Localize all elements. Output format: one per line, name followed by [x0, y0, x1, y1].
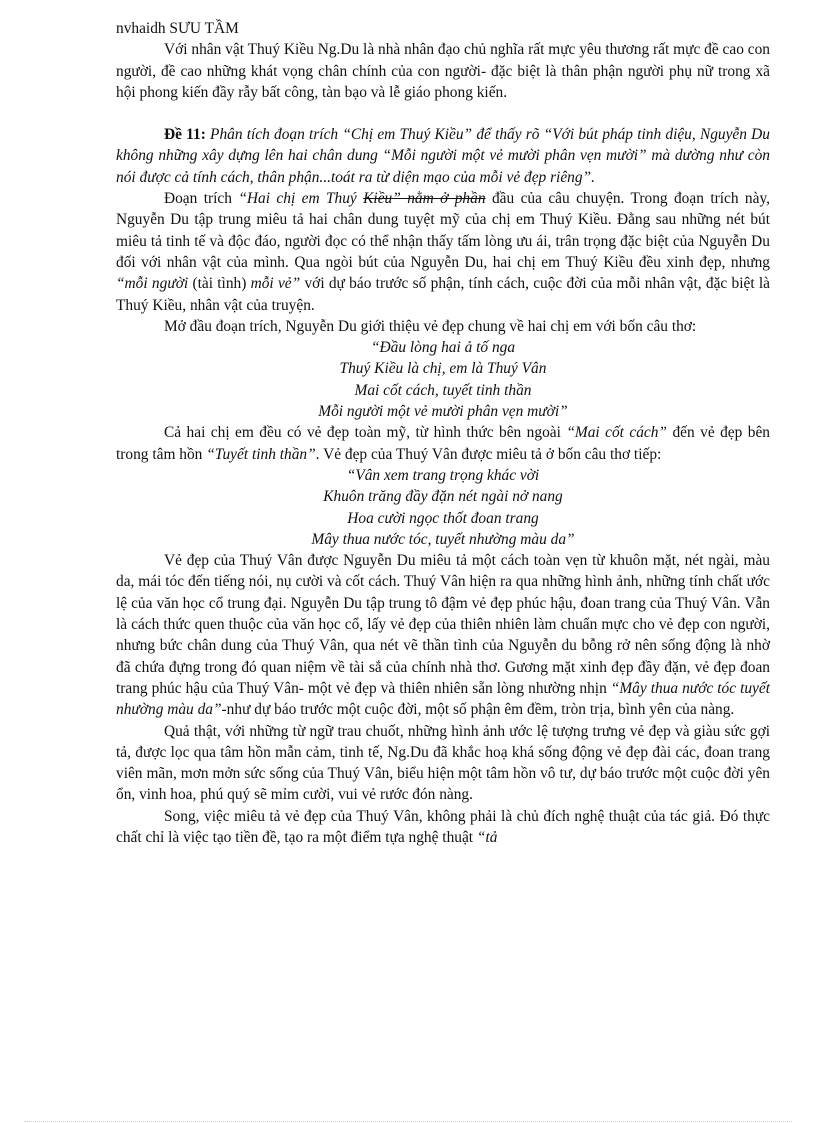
document-header: nvhaidh SƯU TẦM	[116, 20, 239, 37]
poem-2	[116, 465, 770, 550]
poem-line: “Vân xem trang trọng khác vời	[346, 466, 540, 484]
paragraph-3: Mở đầu đoạn trích, Nguyễn Du giới thiệu vẻ đẹp chung về hai chị em với bốn câu thơ:	[164, 317, 697, 335]
poem-line: “Đầu lòng hai ả tố nga	[370, 339, 516, 357]
poem-1	[116, 337, 770, 422]
quote-run: “Hai chị em Thuý	[238, 190, 364, 208]
quote-run: “mỗi người	[116, 275, 189, 293]
text-run: Song, việc miêu tả vẻ đẹp của Thuý Vân, không phải là chủ đích nghệ thuật của tác giả. Đó thực chất chỉ là việc tạo tiền đề, tạo ra một điểm tựa nghệ thuật	[116, 807, 770, 846]
quote-run: “Mây thua nước tóc tuyết nhường màu da”	[116, 679, 770, 719]
text-run: Vẻ đẹp của Thuý Vân được Nguyễn Du miêu tả một cách toàn vẹn từ khuôn mặt, nét ngài, màu da, mái tóc đến tiếng nói, nụ cười và cốt cách. Thuý Vân hiện ra qua những hình ảnh, những tính chất ước lệ của văn học cổ trung đại. Nguyễn Du tập trung tô đậm vẻ đẹp phúc hậu, đoan trang của Thuý Vân. Vẫn là cách thức quen thuộc của văn học cổ, lấy vẻ đẹp của thiên nhiên làm chuẩn mực cho vẻ đẹp con người, nhưng bức chân dung của Thuý Vân, qua nét vẽ thần tình của Nguyễn du bỗng rở nên sống động là nhờ đã chứa đựng trong đó quan niệm về tài sắ của chính nhà thơ. Gương mặt xinh đẹp đầy đặn, vẻ đẹp đoan trang phúc hậu của Thuý Vân- một vẻ đẹp và thiên nhiên sẵn lòng nhường nhịn	[116, 552, 770, 697]
paragraph-intro: Với nhân vật Thuý Kiều Ng.Du là nhà nhân đạo chủ nghĩa rất mực yêu thương rất mực đề cao con người, đề cao những khát vọng chân chính của con người- đặc biệt là thân phận người phụ nữ trong xã hội phong kiến đầy rẫy bất công, tàn bạo và lễ giáo phong kiến.	[116, 41, 770, 101]
exercise-label: Đề 11:	[164, 126, 206, 144]
quote-run: mỗi vẻ”	[250, 275, 301, 293]
text-run: (tài tình)	[188, 275, 251, 293]
text-run: Cả hai chị em đều có vẻ đẹp toàn mỹ, từ hình thức bên ngoài	[164, 424, 567, 442]
text-run: Đoạn trích	[164, 190, 239, 208]
document-page	[116, 18, 770, 848]
exercise-11	[116, 124, 770, 188]
poem-line: Mỗi người một vẻ mười phân vẹn mười”	[318, 403, 568, 421]
poem-line: Thuý Kiều là chị, em là Thuý Vân	[339, 360, 547, 378]
poem-line: Hoa cười ngọc thốt đoan trang	[347, 509, 539, 527]
text-run: đến vẻ đẹp bên trong tâm hồn	[116, 424, 770, 463]
quote-run: “Tuyết tinh thần”	[206, 445, 316, 463]
spacer	[116, 103, 770, 124]
page-bottom-divider	[24, 1121, 792, 1122]
poem-line: Mây thua nước tóc, tuyết nhường màu da”	[311, 530, 575, 548]
paragraph-2	[116, 188, 770, 316]
text-run: . Vẻ đẹp của Thuý Vân được miêu tả ở bốn câu thơ tiếp:	[315, 445, 662, 463]
text-run: -như dự báo trước một cuộc đời, một số phận êm đềm, tròn trịa, bình yên của nàng.	[221, 701, 735, 719]
poem-line: Khuôn trăng đầy đặn nét ngài nở nang	[323, 488, 563, 506]
poem-line: Mai cốt cách, tuyết tinh thần	[354, 381, 532, 399]
quote-run: “Mai cốt cách”	[566, 424, 667, 442]
paragraph-7	[116, 806, 770, 849]
quote-run: “tả	[476, 828, 498, 846]
exercise-prompt: Phân tích đoạn trích “Chị em Thuý Kiều” để thấy rõ “Với bút pháp tinh diệu, Nguyễn Du không những xây dựng lên hai chân dung “Mỗi người một vẻ mười phân vẹn mười” mà dường như còn nói được cả tính cách, thân phận...toát ra từ diện mạo của mỗi vẻ đẹp riêng”.	[116, 126, 770, 186]
struck-run: Kiều” nằm ở phần	[363, 190, 486, 208]
text-run: với dự báo trước số phận, tính cách, cuộc đời của mỗi nhân vật, đặc biệt là Thuý Kiều, nhân vật của truyện.	[116, 275, 770, 314]
text-run: đầu của câu chuyện. Trong đoạn trích này, Nguyễn Du tập trung miêu tả hai chân dung tuyệt mỹ của chị em Thuý Kiều. Đằng sau những nét bút miêu tả tinh tế và độc đáo, người đọc có thể nhận thấy tấm lòng ưu ái, trân trọng đặc biệt của Nguyễn Du đối với nhân vật của mình. Qua ngòi bút của Nguyễn Du, hai chị em Thuý Kiều đều xinh đẹp, nhưng	[116, 190, 770, 271]
paragraph-4	[116, 422, 770, 465]
paragraph-6: Quả thật, với những từ ngữ trau chuốt, những hình ảnh ước lệ tượng trưng vẻ đẹp và giàu sức gợi tả, được lọc qua tâm hồn mẫn cảm, tinh tế, Ng.Du đã khắc hoạ khá sống động vẻ đẹp đài các, đoan trang viên mãn, mơn mởn sức sống của Thuý Vân, biểu hiện một tâm hồn vô tư, dự báo trước một cuộc đời yên ổn, vinh hoa, phú quý sẽ mỉm cười, vui vẻ rước đón nàng.	[116, 722, 770, 804]
paragraph-5	[116, 550, 770, 720]
